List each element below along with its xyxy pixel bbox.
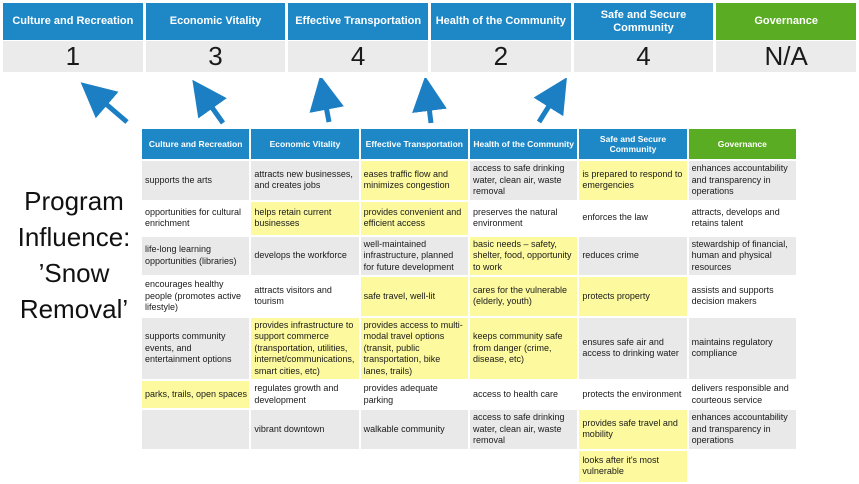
matrix-row bbox=[142, 410, 796, 449]
matrix-column-header: Culture and Recreation bbox=[142, 129, 249, 159]
matrix-cell-highlighted: provides convenient and efficient access bbox=[361, 202, 468, 235]
matrix-row bbox=[142, 381, 796, 408]
arrow-up-right-icon bbox=[539, 90, 559, 122]
summary-header-economic-vitality: Economic Vitality bbox=[146, 3, 286, 40]
matrix-cell: stewardship of financial, human and physical resources bbox=[689, 237, 796, 276]
matrix-cell: attracts new businesses, and creates jobs bbox=[251, 161, 358, 200]
matrix-cell: attracts visitors and tourism bbox=[251, 277, 358, 316]
matrix-cell: supports the arts bbox=[142, 161, 249, 200]
matrix-cell bbox=[142, 410, 249, 449]
matrix-cell: develops the workforce bbox=[251, 237, 358, 276]
summary-header-governance: Governance bbox=[716, 3, 856, 40]
matrix-row bbox=[142, 318, 796, 380]
matrix-row bbox=[142, 451, 796, 482]
matrix-cell: maintains regulatory compliance bbox=[689, 318, 796, 380]
matrix-cell-highlighted: provides safe travel and mobility bbox=[579, 410, 686, 449]
matrix-cell bbox=[361, 451, 468, 482]
matrix-column-header: Governance bbox=[689, 129, 796, 159]
arrow-up-left-icon bbox=[201, 92, 223, 123]
matrix-cell bbox=[470, 451, 577, 482]
matrix-cell: encourages healthy people (promotes active lifestyle) bbox=[142, 277, 249, 316]
matrix-cell-highlighted: helps retain current businesses bbox=[251, 202, 358, 235]
matrix-head bbox=[142, 129, 796, 159]
summary-score-effective-transportation: 4 bbox=[288, 41, 428, 72]
summary-header-effective-transportation: Effective Transportation bbox=[288, 3, 428, 40]
matrix-row bbox=[142, 202, 796, 235]
matrix-cell: protects the environment bbox=[579, 381, 686, 408]
summary-score-safe-secure-community: 4 bbox=[574, 41, 714, 72]
matrix-cell: attracts, develops and retains talent bbox=[689, 202, 796, 235]
matrix-cell: well-maintained infrastructure, planned for future development bbox=[361, 237, 468, 276]
matrix-cell-highlighted: basic needs – safety, shelter, food, opportunity to work bbox=[470, 237, 577, 276]
matrix-cell: regulates growth and development bbox=[251, 381, 358, 408]
matrix-cell: preserves the natural environment bbox=[470, 202, 577, 235]
matrix-cell: enhances accountability and transparency in operations bbox=[689, 161, 796, 200]
matrix-cell-highlighted: parks, trails, open spaces bbox=[142, 381, 249, 408]
matrix-cell: enhances accountability and transparency in operations bbox=[689, 410, 796, 449]
matrix-cell: vibrant downtown bbox=[251, 410, 358, 449]
matrix-cell-highlighted: keeps community safe from danger (crime, disease, etc) bbox=[470, 318, 577, 380]
matrix-cell-highlighted: provides access to multi-modal travel options (transit, public transportation, bike lanes, trails) bbox=[361, 318, 468, 380]
program-influence-title: Program Influence: ’Snow Removal’ bbox=[17, 186, 131, 324]
summary-header-health-community: Health of the Community bbox=[431, 3, 571, 40]
matrix-cell-highlighted: provides infrastructure to support commerce (transportation, utilities, internet/communications, smart cities, etc) bbox=[251, 318, 358, 380]
matrix-cell: supports community events, and entertainment options bbox=[142, 318, 249, 380]
arrow-up-icon bbox=[323, 90, 329, 122]
matrix-cell: access to safe drinking water, clean air, waste removal bbox=[470, 161, 577, 200]
summary-header-safe-secure-community: Safe and Secure Community bbox=[574, 3, 714, 40]
matrix-cell: access to health care bbox=[470, 381, 577, 408]
matrix-column-header: Effective Transportation bbox=[361, 129, 468, 159]
summary-score-culture-recreation: 1 bbox=[3, 41, 143, 72]
matrix-row bbox=[142, 237, 796, 276]
arrow-up-icon bbox=[427, 91, 431, 123]
matrix-column-header: Economic Vitality bbox=[251, 129, 358, 159]
matrix-cell: life-long learning opportunities (libraries) bbox=[142, 237, 249, 276]
matrix-cell bbox=[251, 451, 358, 482]
matrix-cell: access to safe drinking water, clean air, waste removal bbox=[470, 410, 577, 449]
matrix-column-header: Health of the Community bbox=[470, 129, 577, 159]
summary-score-health-community: 2 bbox=[431, 41, 571, 72]
summary-score-economic-vitality: 3 bbox=[146, 41, 286, 72]
matrix-cell-highlighted: looks after it's most vulnerable bbox=[579, 451, 686, 482]
matrix-row bbox=[142, 161, 796, 200]
matrix-cell: assists and supports decision makers bbox=[689, 277, 796, 316]
matrix-cell: reduces crime bbox=[579, 237, 686, 276]
matrix-cell: ensures safe air and access to drinking water bbox=[579, 318, 686, 380]
matrix-cell: opportunities for cultural enrichment bbox=[142, 202, 249, 235]
matrix-row bbox=[142, 277, 796, 316]
matrix-cell: delivers responsible and courteous service bbox=[689, 381, 796, 408]
arrow-up-left-icon bbox=[92, 92, 127, 122]
summary-score-governance: N/A bbox=[716, 41, 856, 72]
summary-score-table bbox=[3, 3, 856, 72]
matrix-cell-highlighted: protects property bbox=[579, 277, 686, 316]
matrix-cell bbox=[142, 451, 249, 482]
summary-header-culture-recreation: Culture and Recreation bbox=[3, 3, 143, 40]
matrix-cell-highlighted: eases traffic flow and minimizes congestion bbox=[361, 161, 468, 200]
influence-matrix bbox=[140, 127, 798, 484]
matrix-cell: enforces the law bbox=[579, 202, 686, 235]
matrix-body bbox=[142, 161, 796, 482]
matrix-cell: provides adequate parking bbox=[361, 381, 468, 408]
matrix-cell-highlighted: cares for the vulnerable (elderly, youth) bbox=[470, 277, 577, 316]
score-link-arrows bbox=[0, 78, 859, 130]
matrix-cell-highlighted: is prepared to respond to emergencies bbox=[579, 161, 686, 200]
matrix-cell-highlighted: safe travel, well-lit bbox=[361, 277, 468, 316]
matrix-column-header: Safe and Secure Community bbox=[579, 129, 686, 159]
matrix-cell: walkable community bbox=[361, 410, 468, 449]
matrix-cell bbox=[689, 451, 796, 482]
